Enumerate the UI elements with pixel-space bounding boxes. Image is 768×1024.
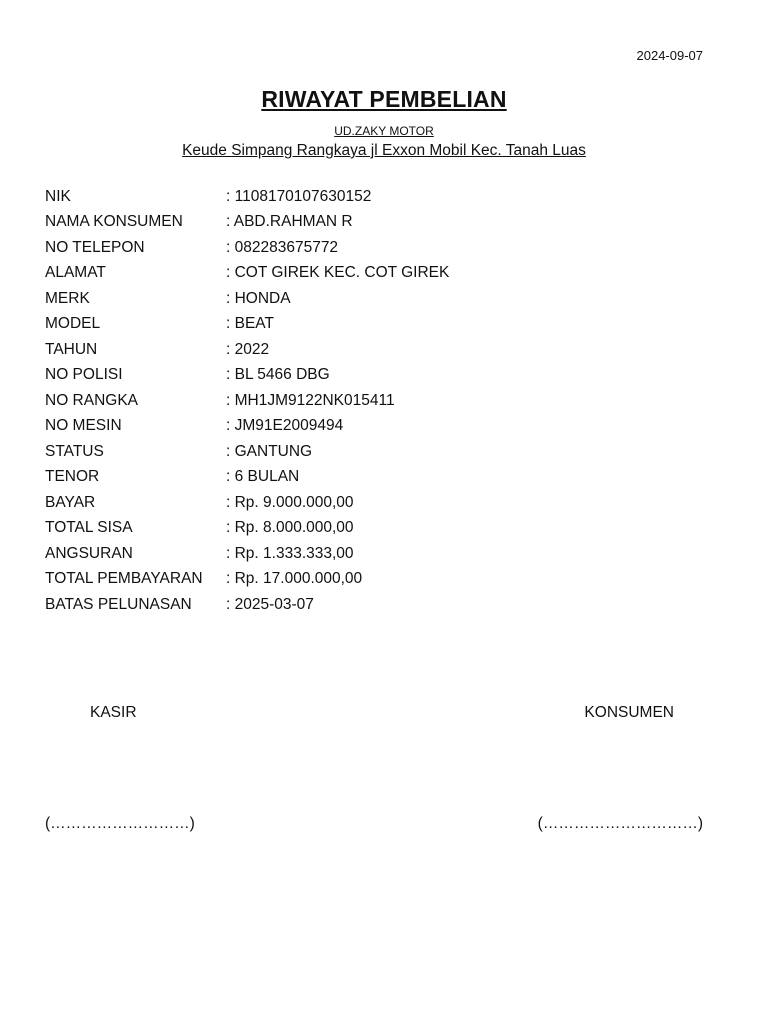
field-label: NO POLISI: [45, 366, 123, 384]
field-value: : 2022: [226, 340, 270, 358]
field-row-bayar: [45, 490, 725, 516]
field-label: BAYAR: [45, 493, 96, 511]
field-value: : 1108170107630152: [226, 187, 372, 205]
field-row-no-polisi: [45, 363, 725, 389]
field-value: : GANTUNG: [226, 442, 313, 460]
field-row-nama-konsumen: [45, 210, 725, 236]
field-value: : 2025-03-07: [226, 595, 314, 613]
field-row-alamat: [45, 261, 725, 287]
field-row-total-sisa: [45, 516, 725, 542]
field-label: TOTAL PEMBAYARAN: [45, 570, 203, 588]
field-row-total-pembayaran: [45, 567, 725, 593]
field-value: : Rp. 8.000.000,00: [226, 519, 354, 537]
field-value: : Rp. 9.000.000,00: [226, 493, 354, 511]
field-label: BATAS PELUNASAN: [45, 595, 192, 613]
field-value: : ABD.RAHMAN R: [226, 213, 353, 231]
field-label: TAHUN: [45, 340, 98, 358]
customer-signature-label: KONSUMEN: [584, 704, 674, 721]
company-name: UD.ZAKY MOTOR: [334, 124, 434, 138]
field-value: : BL 5466 DBG: [226, 366, 330, 384]
field-value: : MH1JM9122NK015411: [226, 391, 395, 409]
cashier-signature-line: (………………………): [45, 815, 195, 832]
field-value: : JM91E2009494: [226, 417, 344, 435]
field-row-batas-pelunasan: [45, 592, 725, 618]
field-label: ALAMAT: [45, 264, 106, 282]
document-date: 2024-09-07: [636, 48, 703, 63]
field-label: NO RANGKA: [45, 391, 139, 409]
field-label: NIK: [45, 187, 71, 205]
document-title: RIWAYAT PEMBELIAN: [261, 86, 507, 112]
field-label: NAMA KONSUMEN: [45, 213, 183, 231]
customer-signature-line: (…………………………): [537, 815, 703, 832]
field-label: STATUS: [45, 442, 104, 460]
purchase-details: [45, 184, 725, 618]
field-label: TOTAL SISA: [45, 519, 133, 537]
field-value: : Rp. 1.333.333,00: [226, 544, 354, 562]
field-row-no-mesin: [45, 414, 725, 440]
company-address: Keude Simpang Rangkaya jl Exxon Mobil Kec. Tanah Luas: [182, 142, 586, 159]
cashier-signature-label: KASIR: [90, 704, 137, 721]
field-label: MERK: [45, 289, 90, 307]
field-row-tenor: [45, 465, 725, 491]
field-value: : HONDA: [226, 289, 291, 307]
field-value: : BEAT: [226, 315, 274, 333]
field-label: MODEL: [45, 315, 101, 333]
field-value: : COT GIREK KEC. COT GIREK: [226, 264, 450, 282]
field-row-angsuran: [45, 541, 725, 567]
field-row-merk: [45, 286, 725, 312]
field-label: ANGSURAN: [45, 544, 133, 562]
field-value: : 082283675772: [226, 238, 339, 256]
field-row-no-rangka: [45, 388, 725, 414]
field-row-nik: [45, 184, 725, 210]
field-label: NO MESIN: [45, 417, 122, 435]
field-label: NO TELEPON: [45, 238, 145, 256]
field-value: : Rp. 17.000.000,00: [226, 570, 363, 588]
field-row-model: [45, 312, 725, 338]
field-value: : 6 BULAN: [226, 468, 300, 486]
field-label: TENOR: [45, 468, 100, 486]
field-row-no-telepon: [45, 235, 725, 261]
field-row-tahun: [45, 337, 725, 363]
field-row-status: [45, 439, 725, 465]
